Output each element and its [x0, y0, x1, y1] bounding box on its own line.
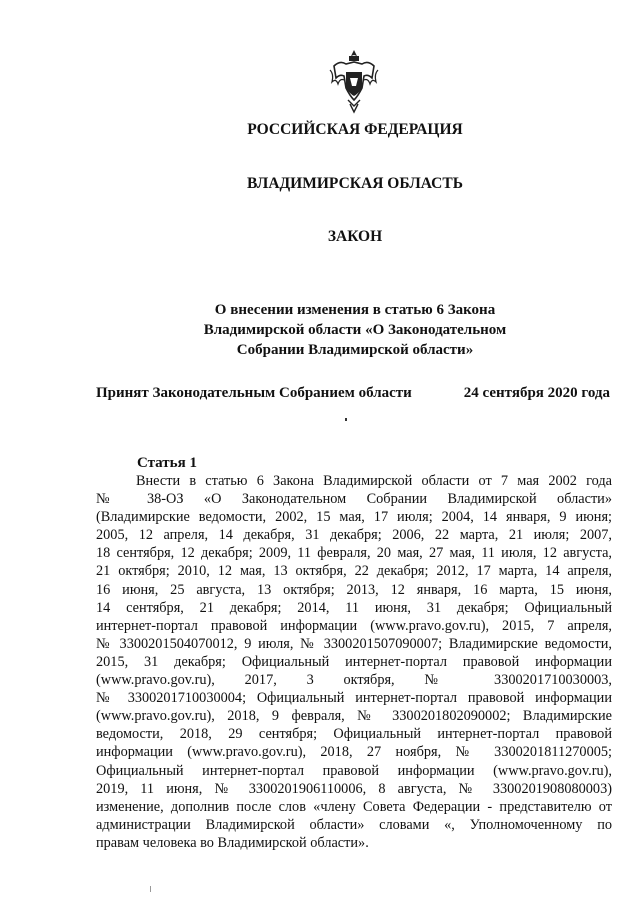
scan-speck — [345, 418, 347, 421]
article-line: (www.pravo.gov.ru), 2017, 3 октября, № 3300201710030003, — [96, 672, 612, 689]
article-body — [96, 472, 612, 852]
article-line: № 3300201504070012, 9 июля, № 3300201507090007; Владимирские ведомости, — [96, 635, 612, 652]
article-line: 2015, 31 декабря; Официальный интернет-портал правовой информации — [96, 653, 612, 670]
article-line: администрации Владимирской области» словами «, Уполномоченному по — [96, 816, 612, 833]
article-line: 18 сентября, 12 декабря; 2009, 11 февраля, 20 мая, 27 мая, 11 июля, 12 августа, — [96, 545, 612, 562]
law-subject-line: О внесении изменения в статью 6 Закона — [214, 302, 496, 318]
article-line: 14 сентября, 21 декабря; 2014, 11 июня, 31 декабря; Официальный — [96, 599, 612, 616]
article-line: 2019, 11 июня, № 3300201906110006, 8 августа, № 3300201908080003) — [96, 780, 612, 797]
article-line: 21 октября; 2010, 12 мая, 13 октября, 22 декабря; 2012, 17 марта, 14 апреля, — [96, 563, 612, 580]
article-line: (Владимирские ведомости, 2002, 15 мая, 17 июля; 2004, 14 января, 9 июня; — [96, 509, 612, 526]
article-line: 2005, 12 апреля, 14 декабря, 31 декабря; 2006, 22 марта, 21 июля; 2007, — [96, 527, 612, 544]
article-line: изменение, дополнив после слов «члену Совета Федерации - представителю от — [96, 798, 612, 815]
article-line: № 38-ОЗ «О Законодательном Собрании Владимирской области» — [96, 491, 612, 508]
article-line: Официальный интернет-портал правовой информации (www.pravo.gov.ru), — [96, 762, 612, 779]
article-line: 16 июня, 25 августа, 13 октября; 2013, 12 января, 16 марта, 15 июня, — [96, 581, 612, 598]
country-heading: РОССИЙСКАЯ ФЕДЕРАЦИЯ — [247, 121, 463, 138]
law-subject-line: Собрании Владимирской области» — [236, 342, 474, 358]
article-title: Статья 1 — [137, 455, 197, 471]
article-line: № 3300201710030004; Официальный интернет-портал правовой информации — [96, 690, 612, 707]
article-line: ведомости, 2018, 29 сентября; Официальный интернет-портал правовой — [96, 726, 612, 743]
coat-of-arms-emblem — [328, 48, 380, 116]
scan-mark — [150, 886, 151, 892]
adopted-by: Принят Законодательным Собранием области — [96, 385, 412, 401]
article-line: интернет-портал правовой информации (www.pravo.gov.ru), 2015, 7 апреля, — [96, 617, 612, 634]
law-subject-line: Владимирской области «О Законодательном — [203, 322, 507, 338]
document-type-heading: ЗАКОН — [327, 228, 383, 245]
adoption-date: 24 сентября 2020 года — [463, 385, 610, 401]
article-line: правам человека во Владимирской области». — [96, 834, 369, 851]
article-line: Внести в статью 6 Закона Владимирской области от 7 мая 2002 года — [136, 473, 612, 489]
law-subject — [0, 300, 640, 360]
region-heading: ВЛАДИМИРСКАЯ ОБЛАСТЬ — [247, 175, 463, 192]
article-line: (www.pravo.gov.ru), 2018, 9 февраля, № 3300201802090002; Владимирские — [96, 708, 612, 725]
article-line: информации (www.pravo.gov.ru), 2018, 27 ноября, № 3300201811270005; — [96, 744, 612, 761]
